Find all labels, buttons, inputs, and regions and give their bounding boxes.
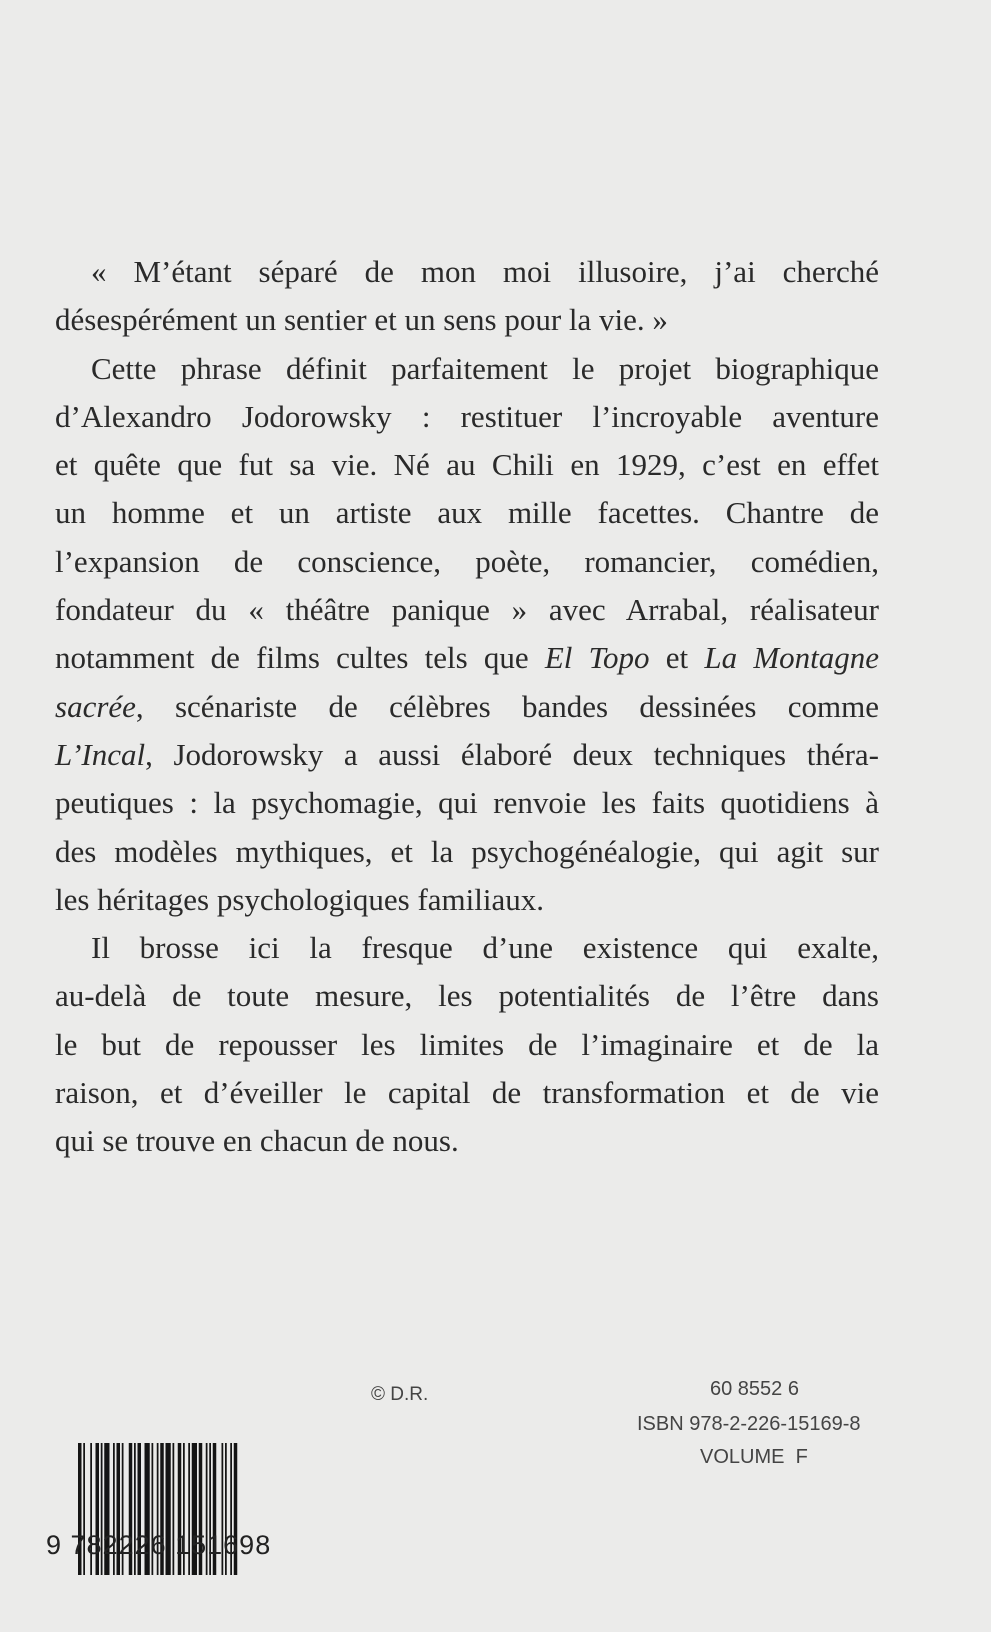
- text-run: peutiques : la psychomagie, qui renvoie les faits quotidiens à: [55, 785, 879, 821]
- text-run: fondateur du « théâtre panique » avec Arrabal, réalisateur: [55, 592, 879, 628]
- product-code: 60 8552 6: [710, 1378, 799, 1400]
- blurb-line: [55, 731, 879, 779]
- text-run: au-delà de toute mesure, les potentialités de l’être dans: [55, 978, 879, 1014]
- italic-title: La Montagne: [704, 640, 880, 676]
- text-run: , scénariste de célèbres bandes dessinées comme: [135, 688, 879, 724]
- italic-title: L’Incal: [55, 736, 146, 772]
- italic-title: sacrée: [55, 688, 136, 724]
- barcode-digits: 9 782226 151698: [46, 1530, 272, 1560]
- blurb-line: [55, 779, 879, 827]
- blurb-line: [55, 296, 879, 344]
- text-run: « M’étant séparé de mon moi illusoire, j’ai cherché: [91, 254, 879, 289]
- text-run: , Jodorowsky a aussi élaboré deux techniques théra-: [145, 736, 879, 772]
- back-cover-blurb: [55, 248, 879, 1166]
- blurb-line: [55, 876, 879, 924]
- isbn: ISBN 978-2-226-15169-8: [637, 1413, 861, 1435]
- text-run: l’expansion de conscience, poète, romancier, comédien,: [55, 543, 879, 579]
- blurb-line: [55, 538, 879, 586]
- blurb-line: [55, 393, 879, 441]
- blurb-line: [55, 345, 879, 393]
- blurb-line: [55, 1117, 879, 1165]
- blurb-line: [55, 828, 879, 876]
- volume-label: VOLUME F: [700, 1446, 808, 1468]
- blurb-line: [55, 972, 879, 1020]
- text-run: désespérément un sentier et un sens pour la vie. »: [55, 302, 668, 338]
- blurb-line: [55, 1021, 879, 1069]
- text-run: Il brosse ici la fresque d’une existence qui exalte,: [91, 930, 879, 966]
- blurb-line: [55, 634, 879, 682]
- text-run: et quête que fut sa vie. Né au Chili en 1929, c’est en effet: [55, 447, 879, 483]
- blurb-line: [55, 683, 879, 731]
- blurb-line: [55, 489, 879, 537]
- blurb-line: [55, 248, 879, 296]
- blurb-line: [55, 1069, 879, 1117]
- text-run: le but de repousser les limites de l’imaginaire et de la: [55, 1026, 879, 1062]
- blurb-line: [55, 586, 879, 634]
- blurb-line: [55, 441, 879, 489]
- text-run: et: [649, 640, 705, 676]
- text-run: raison, et d’éveiller le capital de transformation et de vie: [55, 1075, 879, 1111]
- text-run: les héritages psychologiques familiaux.: [55, 881, 544, 917]
- text-run: d’Alexandro Jodorowsky : restituer l’incroyable aventure: [55, 398, 879, 434]
- text-run: Cette phrase définit parfaitement le projet biographique: [91, 350, 879, 386]
- copyright-credit: © D.R.: [371, 1384, 429, 1405]
- text-run: des modèles mythiques, et la psychogénéalogie, qui agit sur: [55, 833, 879, 869]
- italic-title: El Topo: [544, 640, 650, 676]
- text-run: notamment de films cultes tels que: [55, 640, 545, 676]
- text-run: qui se trouve en chacun de nous.: [55, 1123, 459, 1159]
- text-run: un homme et un artiste aux mille facettes. Chantre de: [55, 495, 879, 531]
- blurb-line: [55, 924, 879, 972]
